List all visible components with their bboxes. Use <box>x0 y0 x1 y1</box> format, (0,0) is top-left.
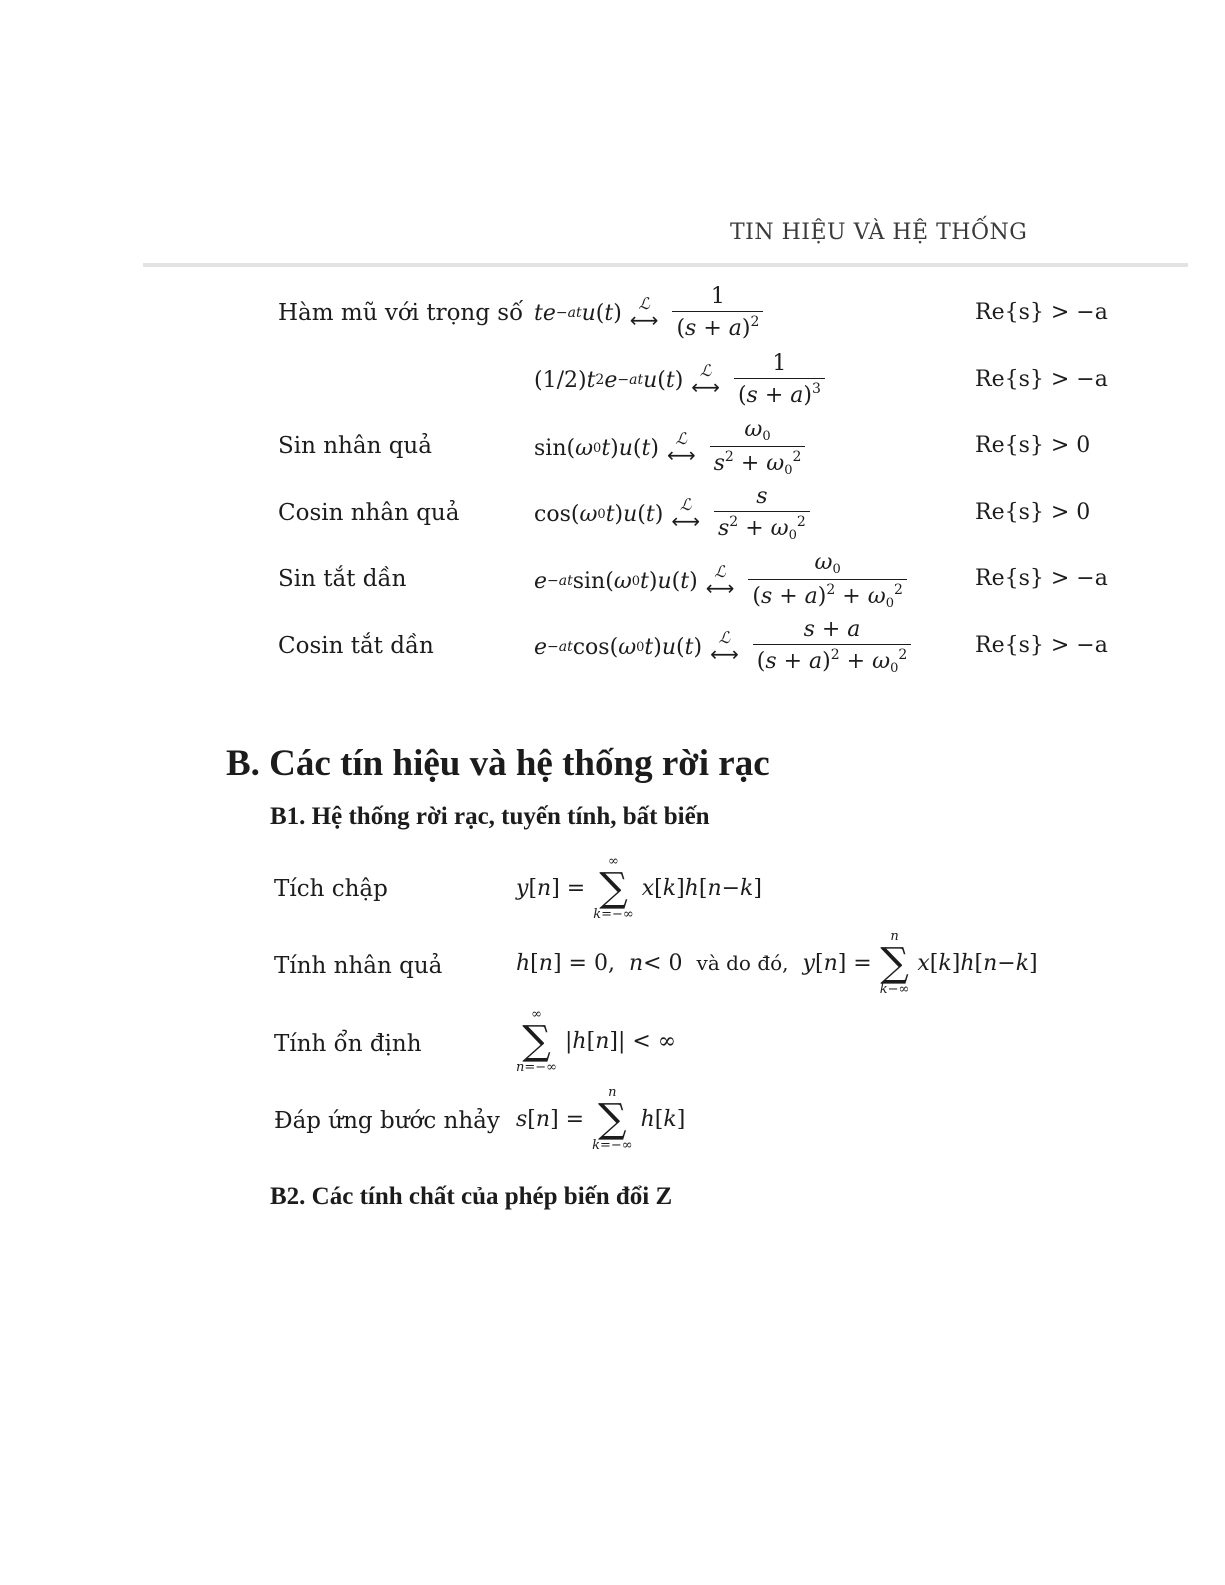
item-name-stability: Tính ổn định <box>274 1031 422 1057</box>
laplace-arrow-icon: ℒ ⟷ <box>710 628 739 667</box>
causality-connector: và do đó, <box>696 951 789 975</box>
roc-causal-sine: Re{s} > 0 <box>975 433 1091 458</box>
section-title: B. Các tín hiệu và hệ thống rời rạc <box>226 743 770 784</box>
header-rule <box>143 263 1188 267</box>
row-name-damped-sine: Sin tắt dần <box>278 566 407 592</box>
laplace-arrow-icon: ℒ ⟷ <box>671 495 700 534</box>
item-name-step-response: Đáp ứng bước nhảy <box>274 1108 500 1134</box>
formula-step-response: s [ n ] = n ∑ k=−∞ h [ k ] <box>516 1085 686 1153</box>
formula-causality: h [ n ] = 0, n < 0 và do đó, y [ n ] = n ∑ k−∞ x [ k ] h [ n − k ] <box>516 929 1038 997</box>
laplace-arrow-icon: ℒ ⟷ <box>691 361 720 400</box>
summation-icon: ∞ ∑ n=−∞ <box>516 1007 557 1075</box>
subsection-b2-title: B2. Các tính chất của phép biến đổi Z <box>270 1183 673 1210</box>
formula-damped-sine: e −at sin( ω 0 t ) u ( t ) ℒ ⟷ $\frac{\omega_0}{(s + a)^2 + \omega_0^2}$ <box>534 551 907 612</box>
formula-stability: ∞ ∑ n=−∞ | h [ n ]| < ∞ <box>516 1007 677 1075</box>
item-name-causality: Tính nhân quả <box>274 953 443 979</box>
formula-causal-sine: sin( ω 0 t ) u ( t ) ℒ ⟷ $\frac{\omega_0}{s^2 + \omega_0^2}$ <box>534 418 805 479</box>
item-name-convolution: Tích chập <box>274 876 388 902</box>
formula-convolution: y [ n ] = ∞ ∑ k=−∞ x [ k ] h [ n − k ] <box>516 854 762 922</box>
subsection-b1-title: B1. Hệ thống rời rạc, tuyến tính, bất biến <box>270 803 710 830</box>
summation-icon: n ∑ k−∞ <box>879 929 910 997</box>
formula-weighted-exponential-squared: (1/2) t 2 e −at u ( t ) ℒ ⟷ $\frac{1}{(s + a)^3}$ <box>534 352 825 408</box>
roc-weighted-exponential-squared: Re{s} > −a <box>975 367 1108 392</box>
roc-damped-sine: Re{s} > −a <box>975 566 1108 591</box>
row-name-weighted-exponential: Hàm mũ với trọng số <box>278 300 524 326</box>
running-header: TIN HIỆU VÀ HỆ THỐNG <box>730 220 1028 245</box>
formula-causal-cosine: cos( ω 0 t ) u ( t ) ℒ ⟷ $\frac{s}{s^2 + \omega_0^2}$ <box>534 485 810 543</box>
summation-icon: n ∑ k=−∞ <box>592 1085 633 1153</box>
laplace-arrow-icon: ℒ ⟷ <box>705 562 735 601</box>
row-name-causal-sine: Sin nhân quả <box>278 433 432 459</box>
roc-damped-cosine: Re{s} > −a <box>975 633 1108 658</box>
laplace-arrow-icon: ℒ ⟷ <box>629 294 659 333</box>
summation-icon: ∞ ∑ k=−∞ <box>593 854 634 922</box>
laplace-arrow-icon: ℒ ⟷ <box>666 429 696 468</box>
roc-weighted-exponential: Re{s} > −a <box>975 300 1108 325</box>
formula-damped-cosine: e −at cos( ω 0 t ) u ( t ) ℒ ⟷ $\frac{s + a}{(s + a)^2 + \omega_0^2}$ <box>534 618 911 676</box>
row-name-causal-cosine: Cosin nhân quả <box>278 500 460 526</box>
formula-weighted-exponential: te −at u ( t ) ℒ ⟷ $\frac{1}{(s + a)^2}$ <box>534 285 763 341</box>
roc-causal-cosine: Re{s} > 0 <box>975 500 1091 525</box>
row-name-damped-cosine: Cosin tắt dần <box>278 633 434 659</box>
